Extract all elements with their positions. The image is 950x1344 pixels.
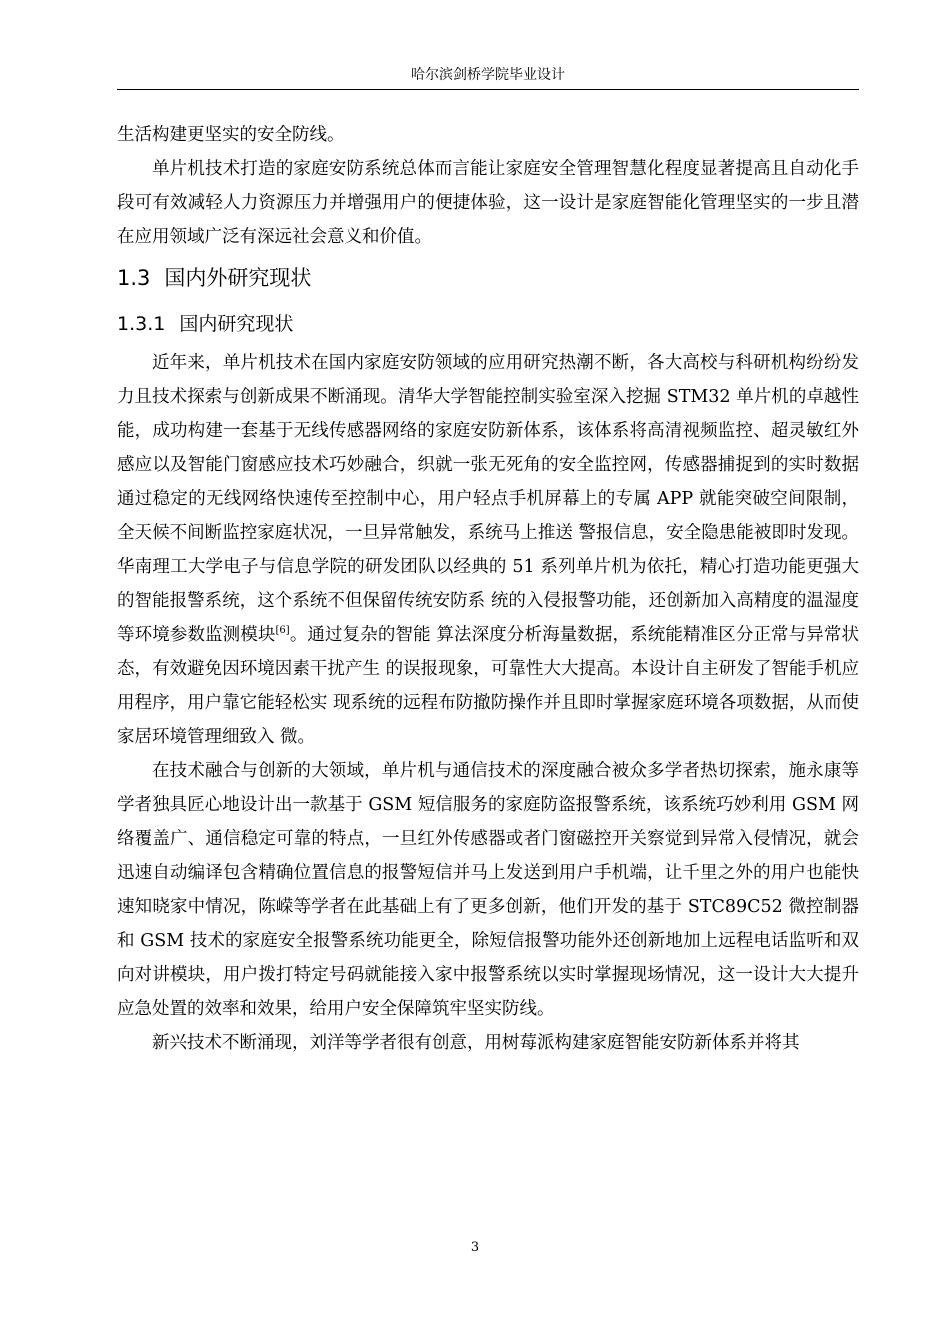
page-footer (0, 1240, 950, 1256)
paragraph-domestic-research (117, 346, 859, 754)
page-body (117, 118, 859, 1060)
section-heading-1-3 (117, 256, 859, 300)
subsection-heading-1-3-1 (117, 302, 859, 346)
header-title: 哈尔滨剑桥学院毕业设计 (411, 67, 565, 83)
section-number: 1.3 (117, 266, 151, 290)
page-header (117, 66, 859, 90)
paragraph-raspberry-pi: 新兴技术不断涌现，刘洋等学者很有创意，用树莓派构建家庭智能安防新体系并将其 (152, 1033, 800, 1053)
paragraph-text-part-2: 。通过复杂的智能 算法深度分析海量数据，系统能精准区分正常与异常状态，有效避免因环境因素干扰产生 的误报现象，可靠性大大提高。本设计自主研发了智能手机应用程序，用户靠它能轻松实 现系统的远程布防撤防操作并且即时掌握家庭环境各项数据，从而使家居环境管理细致入 微。 (117, 625, 860, 747)
paragraph-text-part-1: 近年来，单片机技术在国内家庭安防领域的应用研究热潮不断，各大高校与科研机构纷纷发力且技术探索与创新成果不断涌现。清华大学智能控制实验室深入挖掘 STM32 单片机的卓越性能，成功构建一套基于无线传感器网络的家庭安防新体系，该体系将高清视频监控、超灵敏红外感应以及智能门窗感应技术巧妙融合，织就一张无死角的安全监控网，传感器捕捉到的实时数据通过稳定的无线网络快速传至控制中心，用户轻点手机屏幕上的专属 APP 就能突破空间限制，全天候不间断监控家庭状况，一旦异常触发，系统马上推送 警报信息，安全隐患能被即时发现。华南理工大学电子与信息学院的研发团队以经典的 51 系列单片机为依托，精心打造功能更强大的智能报警系统，这个系统不但保留传统安防系 统的入侵报警功能，还创新加入高精度的温湿度等环境参数监测模块 (117, 353, 859, 645)
page-number: 3 (470, 1240, 480, 1255)
subsection-number: 1.3.1 (117, 313, 166, 335)
paragraph-gsm-research: 在技术融合与创新的大领域，单片机与通信技术的深度融合被众多学者热切探索，施永康等学者独具匠心地设计出一款基于 GSM 短信服务的家庭防盗报警系统，该系统巧妙利用 GSM 网络覆盖广、通信稳定可靠的特点，一旦红外传感器或者门窗磁控开关察觉到异常入侵情况，就会迅速自动编译包含精确位置信息的报警短信并马上发送到用户手机端，让千里之外的用户也能快速知晓家中情况，陈嵘等学者在此基础上有了更多创新，他们开发的基于 STC89C52 微控制器和 GSM 技术的家庭安全报警系统功能更全，除短信报警功能外还创新地加上远程电话监听和双向对讲模块，用户拨打特定号码就能接入家中报警系统以实时掌握现场情况，这一设计大大提升应急处置的效率和效果，给用户安全保障筑牢坚实防线。 (117, 761, 859, 1019)
citation-6[interactable]: [6] (275, 625, 290, 637)
paragraph-summary: 单片机技术打造的家庭安防系统总体而言能让家庭安全管理智慧化程度显著提高且自动化手段可有效减轻人力资源压力并增强用户的便捷体验，这一设计是家庭智能化管理坚实的一步且潜在应用领域广泛有深远社会意义和价值。 (117, 159, 859, 247)
subsection-title: 国内研究现状 (179, 313, 294, 335)
paragraph-continuation: 生活构建更坚实的安全防线。 (117, 125, 345, 145)
section-title: 国内外研究现状 (164, 266, 312, 290)
